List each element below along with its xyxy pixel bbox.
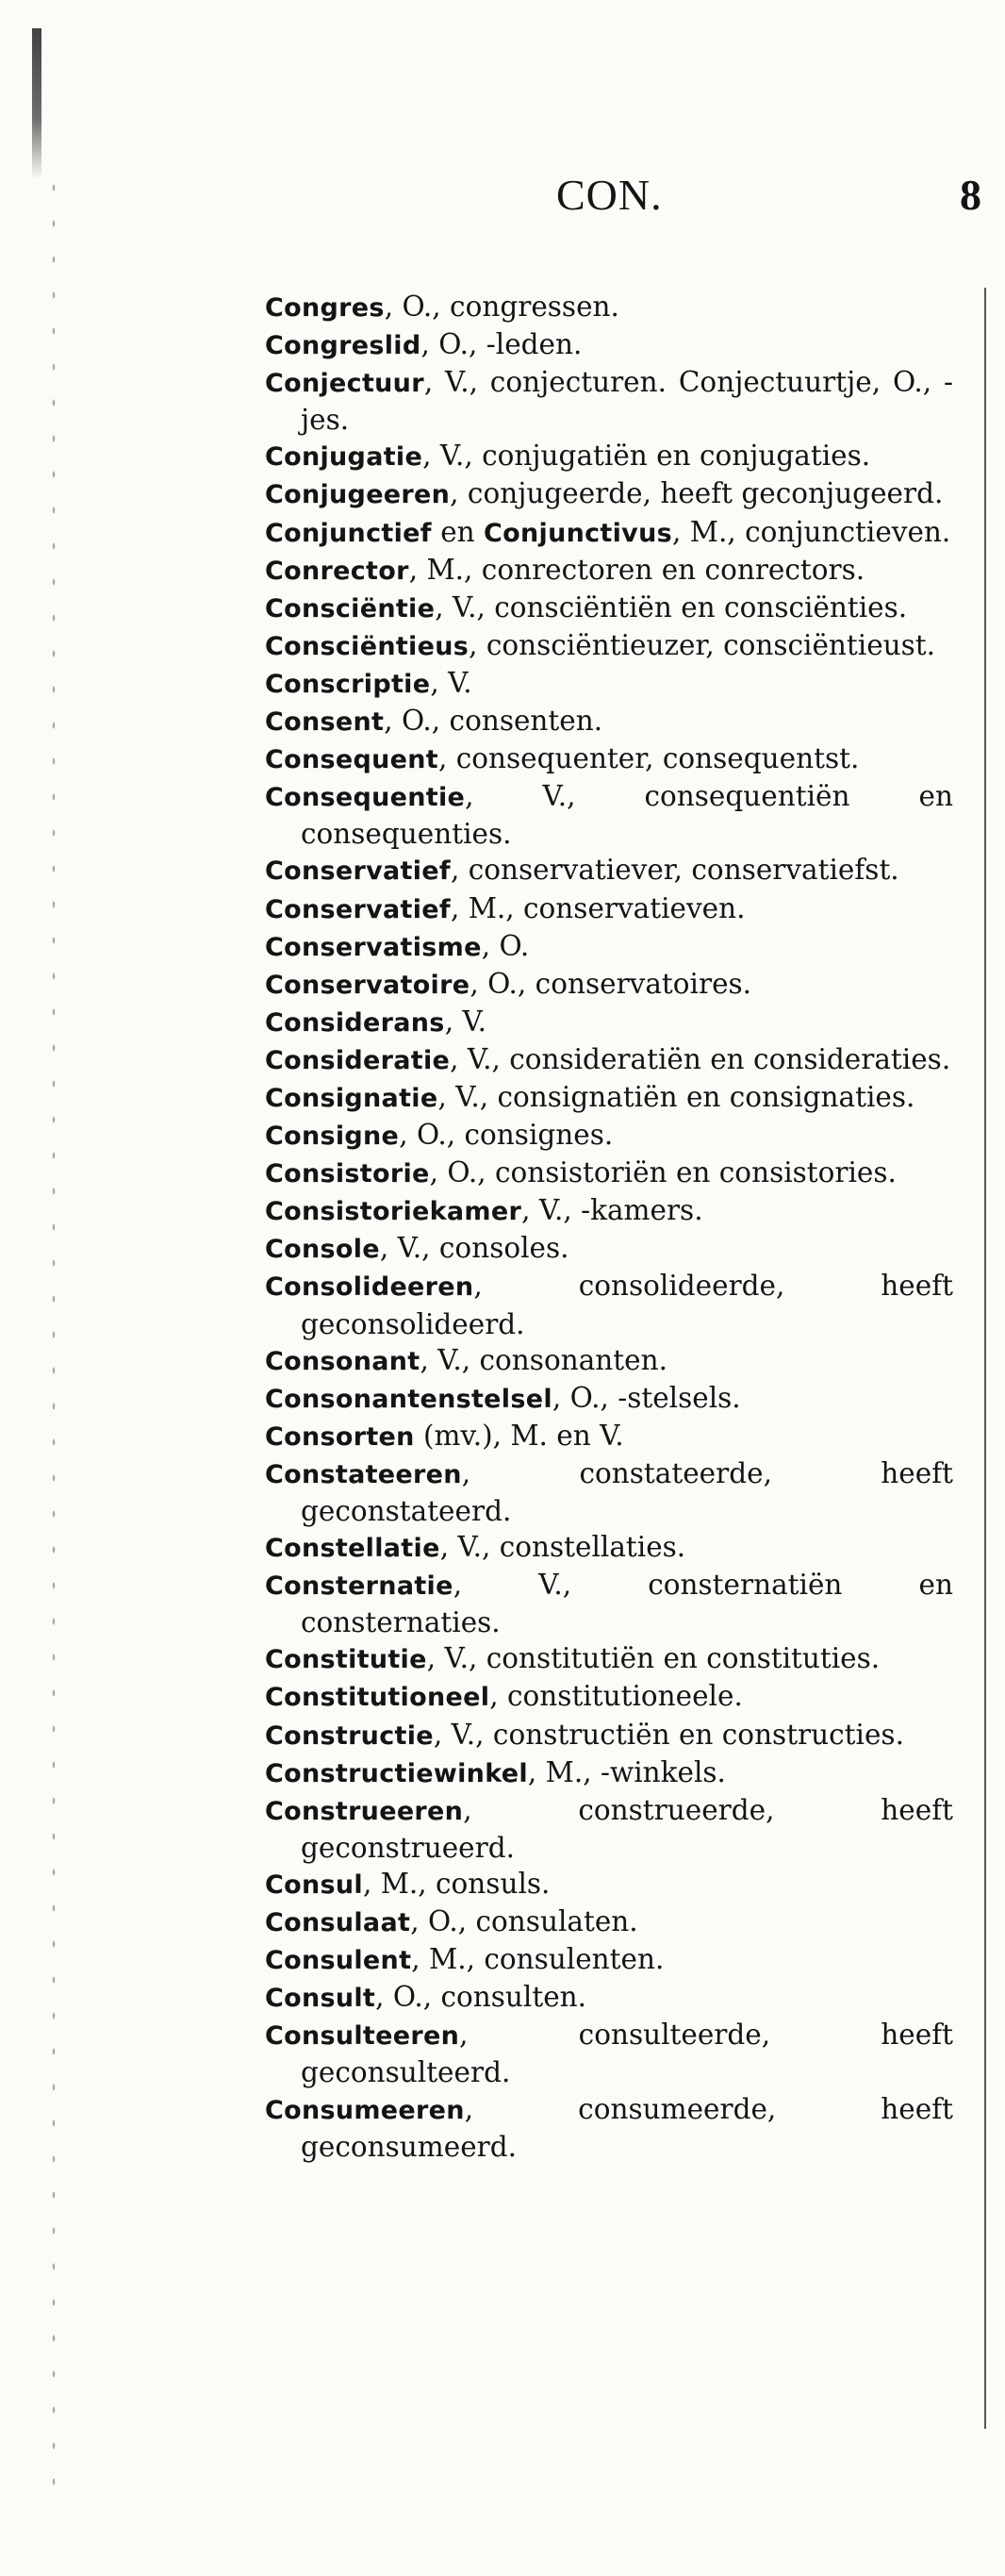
entry-headword: Consequentie xyxy=(265,783,466,813)
entry-headword: Constateeren xyxy=(265,1459,462,1489)
entry-definition: , V., consignatiën en consignaties. xyxy=(437,1080,915,1113)
entry-definition: , O. xyxy=(481,929,530,962)
entry-headword: Consonant xyxy=(265,1346,420,1376)
entry-definition: , O., congressen. xyxy=(384,291,619,323)
entry-definition: , M., conjunctieven. xyxy=(671,515,951,548)
dictionary-entry xyxy=(265,1004,953,1041)
dictionary-entry xyxy=(265,1117,953,1155)
entry-headword: Congres xyxy=(265,293,385,323)
entry-headword: Conservatisme xyxy=(265,932,482,962)
dictionary-entry xyxy=(265,778,953,852)
entry-headword: Constitutioneel xyxy=(265,1683,490,1713)
dictionary-entry xyxy=(265,1529,953,1567)
entry-definition: , O., -stelsels. xyxy=(552,1381,741,1414)
dictionary-entry xyxy=(265,966,953,1004)
running-head: CON. xyxy=(556,171,663,219)
entry-definition: , M., consuls. xyxy=(362,1867,551,1900)
dictionary-entry xyxy=(265,852,953,889)
dictionary-entry xyxy=(265,740,953,778)
entry-headword: Consigne xyxy=(265,1122,400,1152)
dictionary-entry xyxy=(265,1192,953,1230)
entry-definition: , M., consulenten. xyxy=(411,1943,665,1976)
entry-headword: Consent xyxy=(265,707,385,738)
entry-definition: , constateerde, heeft geconstateerd. xyxy=(301,1456,953,1527)
entry-definition: , V. xyxy=(444,1005,486,1038)
entry-definition: , O., consulten. xyxy=(375,1981,587,2014)
entry-headword: Conjugatie xyxy=(265,442,423,473)
entry-headword: Consonantenstelsel xyxy=(265,1384,552,1414)
entry-definition: , V., consonanten. xyxy=(420,1343,667,1376)
entry-headword: Consolideeren xyxy=(265,1272,474,1303)
entry-definition: , constitutioneele. xyxy=(489,1680,743,1713)
entry-headword: Consideratie xyxy=(265,1045,451,1075)
dictionary-entry xyxy=(265,1342,953,1380)
entry-definition: , consequenter, consequentst. xyxy=(437,742,860,775)
entry-headword: Consult xyxy=(265,1984,376,2014)
dictionary-entry xyxy=(265,665,953,703)
dictionary-entries xyxy=(265,289,953,2165)
entry-definition: , construeerde, heeft geconstrueerd. xyxy=(301,1793,953,1864)
dictionary-entry xyxy=(265,1866,953,1903)
entry-headword: Conscriptie xyxy=(265,669,431,699)
dictionary-entry xyxy=(265,514,953,552)
entry-definition: , V., conjugatiën en conjugaties. xyxy=(422,440,871,473)
entry-definition: , consumeerde, heeft geconsumeerd. xyxy=(301,2092,953,2163)
entry-definition: , O., consulaten. xyxy=(410,1905,638,1938)
entry-headword: Consulaat xyxy=(265,1908,411,1938)
entry-headword: Constructiewinkel xyxy=(265,1758,528,1788)
entry-headword: Consternatie xyxy=(265,1571,453,1602)
entry-headword: Constellatie xyxy=(265,1534,440,1564)
entry-definition: , V., constellaties. xyxy=(439,1531,686,1564)
entry-headword: Constitutie xyxy=(265,1645,427,1675)
entry-definition: , O., consignes. xyxy=(399,1119,614,1152)
dictionary-entry xyxy=(265,1230,953,1268)
entry-headword: Consciëntieus xyxy=(265,631,470,661)
dictionary-entry xyxy=(265,627,953,665)
entry-definition: , consolideerde, heeft geconsolideerd. xyxy=(301,1270,953,1340)
dictionary-entry xyxy=(265,1268,953,1341)
entry-definition: , V., consciëntiën en consciënties. xyxy=(435,590,908,623)
entry-definition: , consciëntieuzer, consciëntieust. xyxy=(469,628,936,661)
dictionary-entry xyxy=(265,890,953,928)
dictionary-entry xyxy=(265,552,953,590)
entry-headword: Conjunctief xyxy=(265,518,432,548)
entry-definition: , V., -kamers. xyxy=(521,1194,703,1227)
entry-headword: Conjectuur xyxy=(265,369,424,399)
dictionary-entry xyxy=(265,1455,953,1529)
dictionary-entry xyxy=(265,475,953,513)
entry-definition: , V., conjecturen. Conjectuurtje, O., -jes. xyxy=(301,366,953,437)
dictionary-entry xyxy=(265,1155,953,1192)
dictionary-entry xyxy=(265,2091,953,2165)
entry-headword: Consistorie xyxy=(265,1159,430,1189)
binding-edge-mark xyxy=(32,28,41,179)
entry-headword: Consorten xyxy=(265,1421,415,1452)
dictionary-entry xyxy=(265,1941,953,1979)
entry-headword: Conjugeeren xyxy=(265,480,451,510)
dictionary-entry xyxy=(265,1903,953,1941)
entry-definition: , O., consenten. xyxy=(384,705,603,738)
dictionary-entry xyxy=(265,1717,953,1754)
dictionary-entry xyxy=(265,1678,953,1716)
dictionary-entry xyxy=(265,1079,953,1117)
dictionary-entry xyxy=(265,1979,953,2017)
entry-definition: , O., -leden. xyxy=(420,328,583,361)
entry-headword: Conservatoire xyxy=(265,970,470,1000)
entry-definition: , V. xyxy=(430,666,472,699)
dictionary-entry xyxy=(265,1754,953,1792)
entry-definition: , V., consternatiën en consternaties. xyxy=(301,1569,953,1639)
entry-headword: Consciëntie xyxy=(265,593,436,623)
entry-headword: Conservatief xyxy=(265,856,451,887)
entry-definition: , V., consideratiën en consideraties. xyxy=(450,1042,951,1075)
entry-headword: Consulteeren xyxy=(265,2021,460,2052)
entry-definition: , O., conservatoires. xyxy=(470,967,752,1000)
column-rule xyxy=(984,288,986,2429)
entry-definition: , V., consequentiën en consequenties. xyxy=(301,780,953,851)
entry-headword: Considerans xyxy=(265,1007,445,1038)
entry-headword: Consequent xyxy=(265,745,438,775)
dictionary-entry xyxy=(265,2017,953,2090)
dictionary-entry xyxy=(265,703,953,740)
entry-headword: Constructie xyxy=(265,1720,434,1751)
binding-edge-specks xyxy=(47,170,60,2509)
entry-definition: , V., constitutiën en constituties. xyxy=(426,1642,881,1675)
entry-definition: , conjugeerde, heeft geconjugeerd. xyxy=(450,477,944,510)
entry-headword: Consumeeren xyxy=(265,2095,465,2125)
entry-definition: , M., conrectoren en conrectors. xyxy=(408,553,865,586)
entry-connector: en xyxy=(431,515,485,548)
dictionary-entry xyxy=(265,1418,953,1455)
entry-definition: , V., constructiën en constructies. xyxy=(433,1718,904,1751)
entry-headword: Console xyxy=(265,1235,380,1265)
entry-definition: , M., conservatieven. xyxy=(450,891,746,924)
dictionary-entry xyxy=(265,326,953,364)
dictionary-entry xyxy=(265,364,953,438)
dictionary-entry xyxy=(265,1792,953,1866)
entry-headword: Construeeren xyxy=(265,1796,464,1826)
entry-definition: , O., consistoriën en consistories. xyxy=(429,1156,897,1189)
entry-headword: Consignatie xyxy=(265,1083,438,1113)
entry-headword: Consulent xyxy=(265,1946,412,1976)
entry-headword: Consul xyxy=(265,1870,363,1900)
entry-headword: Consistoriekamer xyxy=(265,1197,522,1227)
dictionary-entry xyxy=(265,1380,953,1418)
entry-definition: , consulteerde, heeft geconsulteerd. xyxy=(301,2019,953,2089)
dictionary-entry xyxy=(265,1567,953,1640)
dictionary-entry xyxy=(265,1640,953,1678)
entry-definition: , M., -winkels. xyxy=(527,1755,726,1788)
dictionary-entry xyxy=(265,590,953,627)
entry-definition: , V., consoles. xyxy=(379,1232,569,1265)
page-number: 8 xyxy=(960,171,981,219)
entry-definition: (mv.), M. en V. xyxy=(414,1419,624,1452)
dictionary-entry xyxy=(265,438,953,475)
entry-headword: Conservatief xyxy=(265,894,451,924)
dictionary-entry xyxy=(265,1041,953,1079)
entry-definition: , conservatiever, conservatiefst. xyxy=(450,854,899,887)
entry-headword: Conrector xyxy=(265,556,409,586)
entry-headword-alt: Conjunctivus xyxy=(484,518,672,548)
entry-headword: Congreslid xyxy=(265,331,421,361)
dictionary-entry xyxy=(265,289,953,326)
dictionary-entry xyxy=(265,928,953,966)
